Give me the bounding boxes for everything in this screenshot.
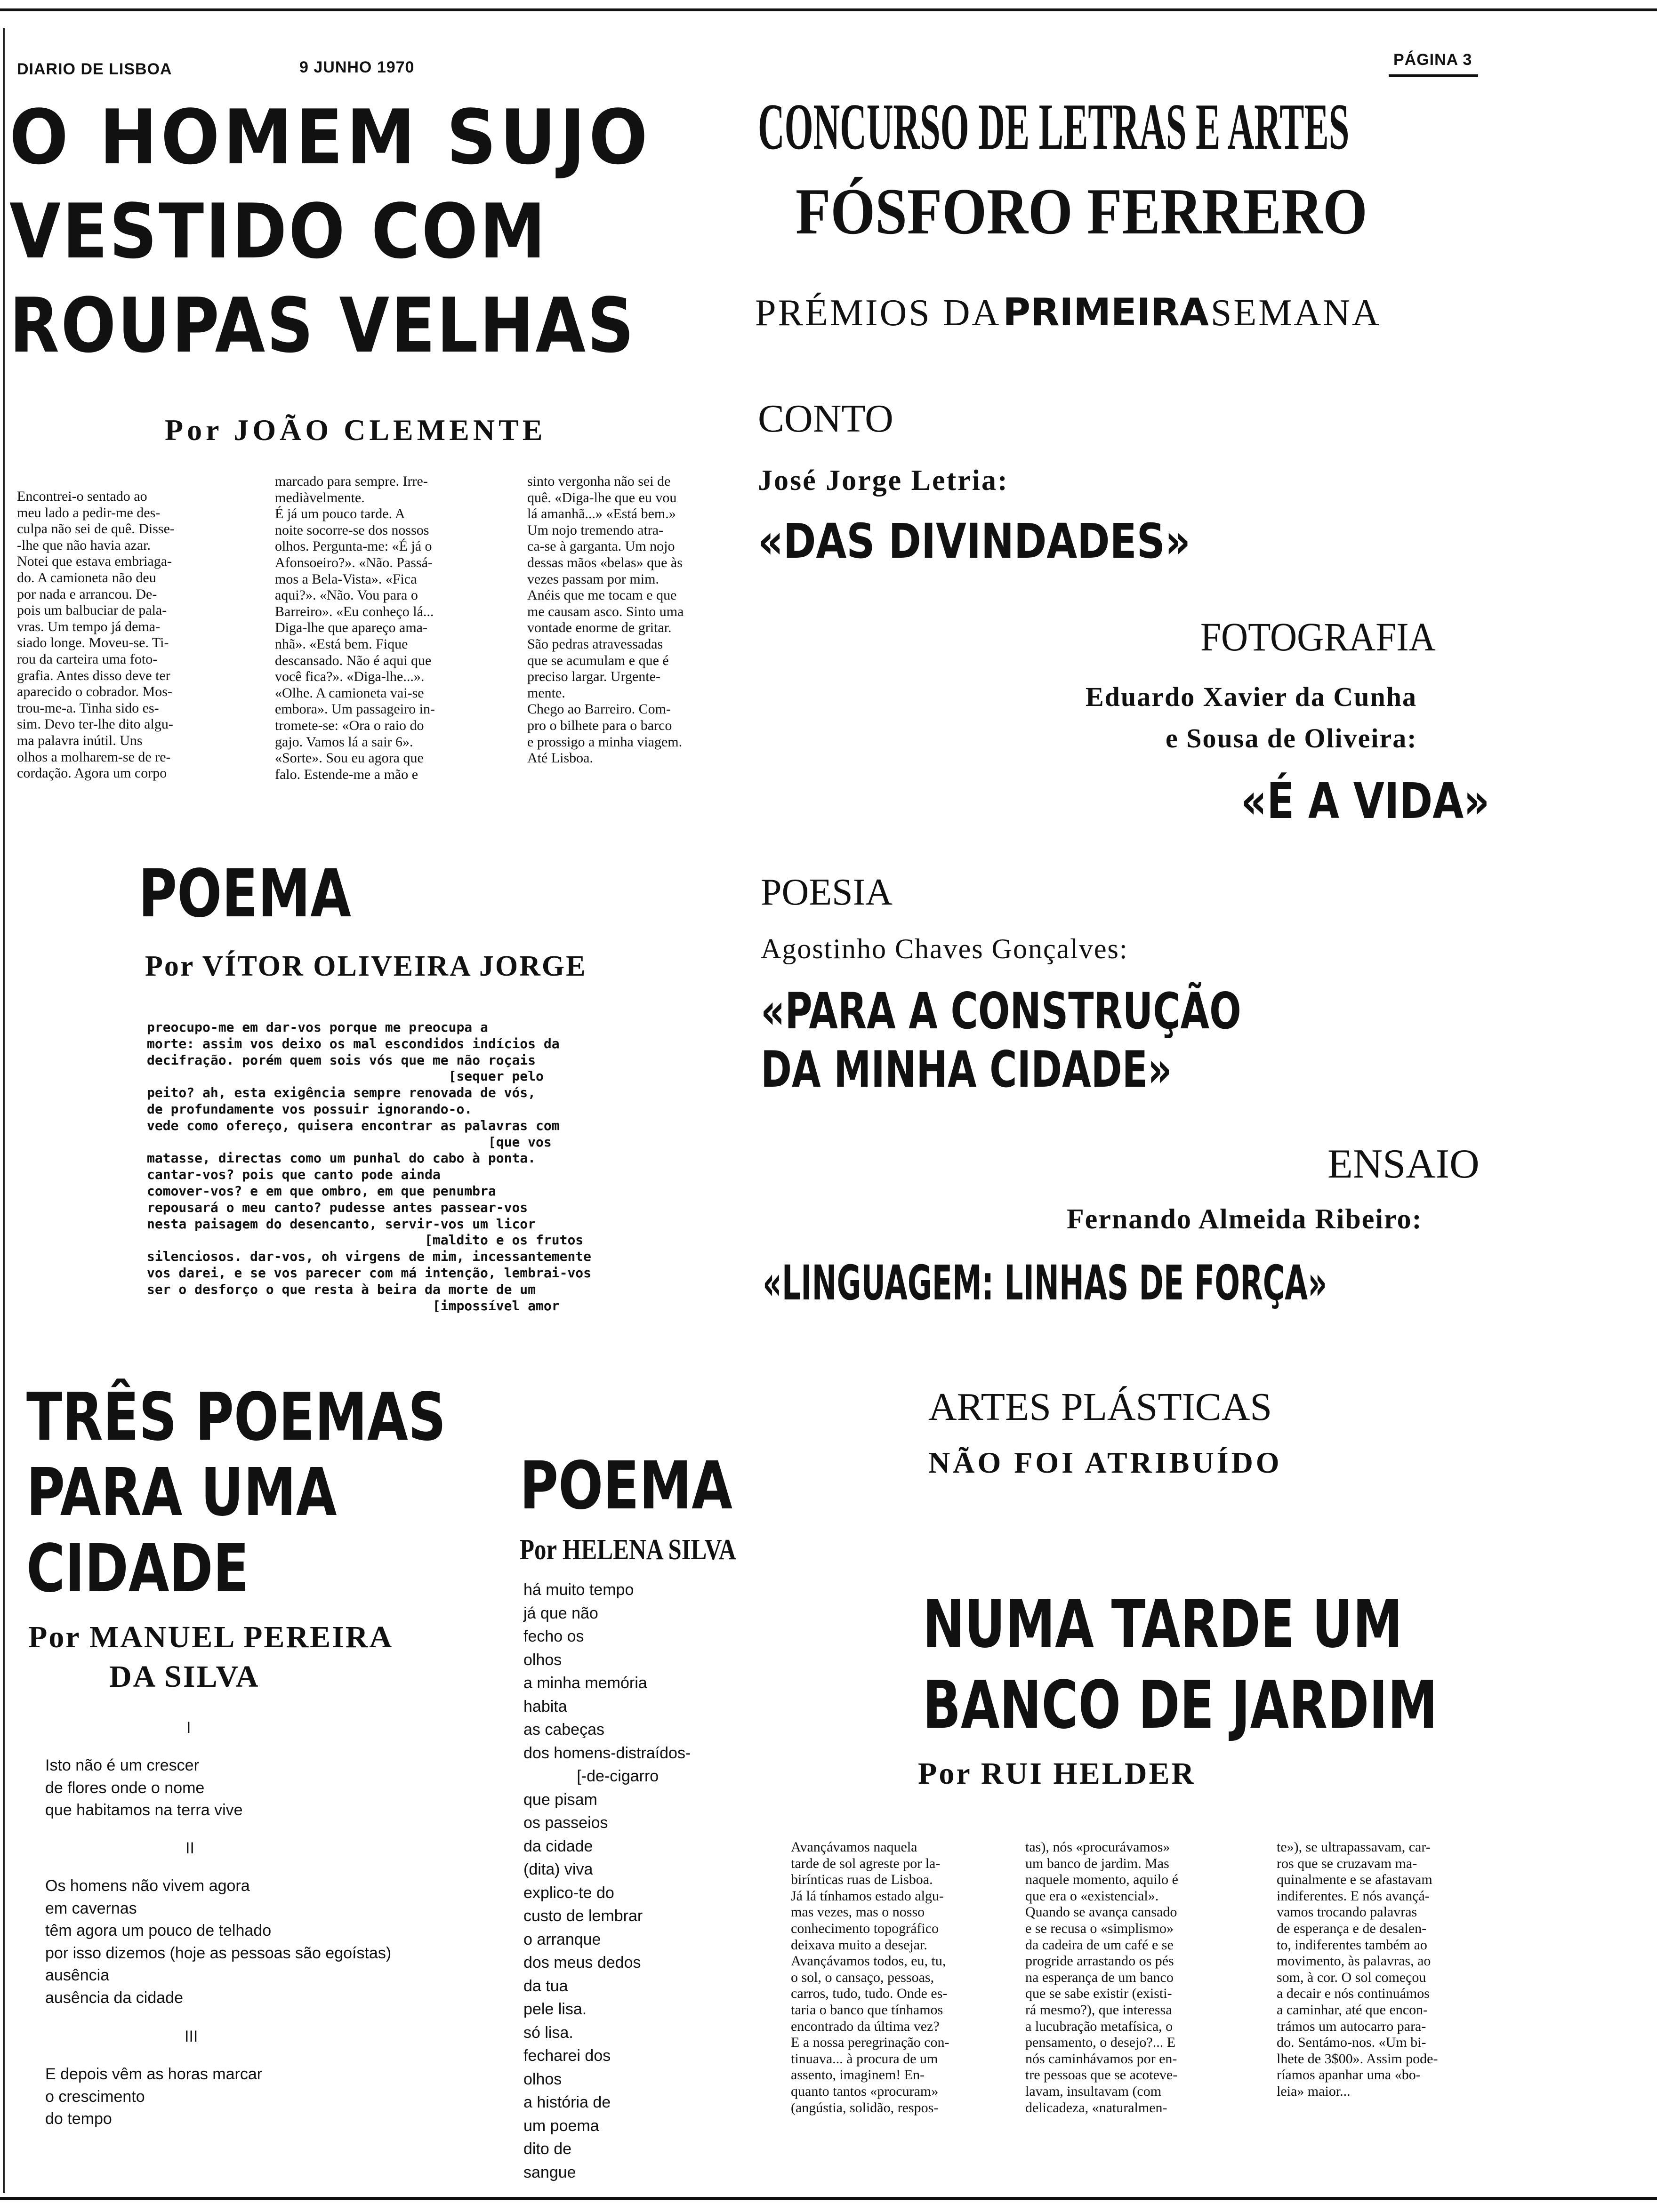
text-line: por nada e arrancou. De- [17,586,157,602]
poem-line: vos darei, e se vos parecer com má intenção, lembrai-vos [147,1265,592,1281]
text-line: do. A camioneta não deu [17,569,156,585]
text-line: quinalmente e se afastavam [1277,1872,1432,1888]
poema-title: POEMA [138,856,351,932]
poem-line: por isso dizemos (hoje as pessoas são egoístas) [45,1944,392,1962]
poem-line: o arranque [523,1930,601,1948]
poem-line: [que vos [147,1134,552,1150]
text-line: mediàvelmente. [275,489,365,505]
text-line: naquele momento, aquilo é [1025,1872,1178,1888]
text-line: falo. Estende-me a mão e [275,766,418,782]
text-line: lavam, insultavam (com [1025,2083,1162,2099]
text-line: olhos a molharem-se de re- [17,749,171,765]
text-line: rá mesmo?), que interessa [1025,2002,1172,2018]
poesia-author: Agostinho Chaves Gonçalves: [761,933,1128,964]
text-line: me causam asco. Sinto uma [527,603,684,619]
text-line: a caminhar, até que encon- [1277,2002,1428,2018]
text-line: preciso largar. Urgente- [527,669,660,685]
text-line: grafia. Antes disso deve ter [17,667,170,683]
text-line: Um nojo tremendo atra- [527,522,664,538]
banco-column-3 [1277,1839,1493,2100]
roman-numeral: II [185,1839,194,1857]
poem-line: ausência [45,1966,110,1984]
article-column-2 [275,473,510,783]
text-line: siado longe. Moveu-se. Ti- [17,635,169,651]
text-line: olhos. Pergunta-me: «É já o [275,538,432,554]
concurso-subtitle: FÓSFORO FERRERO [796,175,1367,248]
text-line: sinto vergonha não sei de [527,473,671,489]
text-line: que era o «existencial». [1025,1888,1159,1904]
text-line: tre pessoas que se acoteve- [1025,2067,1178,2083]
tres-poemas-byline: Por MANUEL PEREIRA [28,1620,394,1654]
text-line: Já lá tínhamos estado algu- [791,1888,944,1904]
text-line: deixava muito a desejar. [791,1937,927,1953]
poem-line: já que não [523,1604,598,1622]
bottom-rule [0,2197,1657,2200]
poem-line: os passeios [523,1814,608,1832]
top-rule [0,8,1657,11]
text-line: (angústia, solidão, respos- [791,2100,939,2116]
text-line: aparecido o cobrador. Mos- [17,684,172,700]
fotografia-author-2: e Sousa de Oliveira: [1166,723,1417,753]
text-line: Encontrei-o sentado ao [17,489,147,504]
text-line: você fica?». «Diga-lhe...». [275,669,425,685]
poem-line: que habitamos na terra vive [45,1801,243,1819]
poem-line: habita [523,1697,567,1715]
poem-line: da tua [523,1977,568,1995]
poem-line: só lisa. [523,2023,573,2042]
text-line: na esperança de um banco [1025,1969,1174,1985]
poesia-label: POESIA [761,872,893,913]
text-line: Anéis que me tocam e que [527,587,677,603]
text-line: ca-se à garganta. Um nojo [527,538,675,554]
poem-line: Isto não é um crescer [45,1756,199,1774]
roman-numeral: I [186,1719,191,1737]
text-line: quê. «Diga-lhe que eu vou [527,489,677,505]
poem-line: E depois vêm as horas marcar [45,2065,263,2083]
poesia-title-line: «PARA A CONSTRUÇÃO [761,982,1241,1040]
tres-poemas-byline: DA SILVA [109,1659,260,1694]
banco-column-2 [1025,1839,1242,2116]
concurso-title: CONCURSO DE LETRAS E ARTES [758,90,1350,163]
text-line: lá amanhã...» «Está bem.» [527,506,676,522]
tres-poemas-title-line: TRÊS POEMAS [26,1379,446,1456]
text-line: mas vezes, mas o nosso [791,1904,925,1920]
poem-line: dito de [523,2140,572,2158]
poem-line: explico-te do [523,1883,614,1902]
article-byline: Por JOÃO CLEMENTE [165,413,547,447]
text-line: Quando se avança cansado [1025,1904,1177,1920]
text-line: do. Sentámo-nos. «Um bi- [1277,2035,1426,2051]
fotografia-title: «É A VIDA» [1241,772,1490,830]
text-line: ros que se cruzavam ma- [1277,1855,1417,1871]
text-line: carros, tudo, tudo. Onde es- [791,1986,948,2002]
text-line: assento, imaginem! En- [791,2067,925,2083]
text-line: tas), nós «procurávamos» [1025,1839,1170,1855]
text-line: movimento, às palavras, ao [1277,1953,1431,1969]
text-line: to, indiferentes também ao [1277,1937,1427,1953]
page-number: PÁGINA 3 [1393,51,1472,69]
poem-line: Os homens não vivem agora [45,1877,250,1895]
text-line: Até Lisboa. [527,750,593,766]
text-line: taria o banco que tínhamos [791,2002,943,2018]
text-line: pensamento, o desejo?... E [1025,2035,1176,2051]
conto-title: «DAS DIVINDADES» [758,513,1190,569]
page-number-underline [1389,74,1478,77]
banco-title-line: NUMA TARDE UM [923,1586,1403,1663]
poem-line: que pisam [523,1790,597,1809]
text-line: da cadeira de um café e se [1025,1937,1174,1953]
text-line: rou da carteira uma foto- [17,651,158,667]
premios-heading [755,290,1381,334]
text-line: -lhe que não havia azar. [17,537,151,553]
stanza-1 [45,1755,243,1822]
poem-line: repousará o meu canto? pudesse antes passear-vos [147,1199,528,1215]
text-line: e se recusa o «simplismo» [1025,1920,1174,1936]
poem-line: dos meus dedos [523,1954,641,1972]
text-line: marcado para sempre. Irre- [275,473,428,489]
poem-line: do tempo [45,2110,112,2128]
text-line: Diga-lhe que apareço ama- [275,620,427,636]
fotografia-author-1: Eduardo Xavier da Cunha [1086,681,1417,712]
poem-line: olhos [523,2070,562,2088]
text-line: te»), se ultrapassavam, car- [1277,1839,1431,1855]
left-margin-rule [3,28,5,2193]
text-line: Avançávamos todos, eu, tu, [791,1953,946,1969]
text-line: vontade enorme de gritar. [527,620,672,636]
artes-label: ARTES PLÁSTICAS [928,1385,1272,1429]
poem-line: as cabeças [523,1721,604,1739]
text-line: birínticas ruas de Lisboa. [791,1872,933,1888]
poem-line: [-de-cigarro [523,1767,659,1785]
poem-line: comover-vos? e em que ombro, em que penumbra [147,1183,496,1199]
poem-line: a minha memória [523,1674,647,1692]
article-column-1 [17,489,252,782]
poema-byline: Por VÍTOR OLIVEIRA JORGE [145,950,587,982]
text-line: o sol, o cansaço, pessoas, [791,1969,934,1985]
article-title-line: ROUPAS VELHAS [9,281,636,369]
article-title-line: O HOMEM SUJO [9,93,652,181]
text-line: a decair e nós continuámos [1277,1986,1430,2002]
text-line: noite socorre-se dos nossos [275,522,429,538]
poem-line: (dita) viva [523,1860,593,1878]
poem-line: [maldito e os frutos [147,1232,584,1248]
poem-line: de flores onde o nome [45,1779,205,1797]
text-line: indiferentes. E nós avançá- [1277,1888,1430,1904]
poem-line: fecho os [523,1627,584,1645]
text-line: que se acumulam e que é [527,652,669,668]
ensaio-author: Fernando Almeida Ribeiro: [1067,1203,1423,1234]
text-line: ma palavra inútil. Uns [17,732,143,748]
poem-line: matasse, directas como um punhal do cabo à ponta. [147,1150,536,1166]
text-line: encontrado da última vez? [791,2018,940,2034]
poem-line: de profundamente vos possuir ignorando-o. [147,1101,473,1117]
poem-line: peito? ah, esta exigência sempre renovada de vós, [147,1085,536,1101]
poem-line: a história de [523,2093,611,2111]
text-line: cordação. Agora um corpo [17,765,167,781]
poem-line: nesta paisagem do desencanto, servir-vos um licor [147,1216,536,1232]
poema-byline: Por HELENA SILVA [520,1534,736,1566]
poem-line: têm agora um pouco de telhado [45,1922,272,1940]
paper-name: DIARIO DE LISBOA [17,60,172,78]
text-line: meu lado a pedir-me des- [17,505,161,521]
text-line: de esperança e de desalen- [1277,1920,1427,1936]
poem-line: cantar-vos? pois que canto pode ainda [147,1167,441,1183]
ensaio-label: ENSAIO [1327,1141,1480,1187]
poem-line: ausência da cidade [45,1988,184,2007]
poem-line: vede como ofereço, quisera encontrar as palavras com [147,1117,560,1133]
text-line: Afonsoeiro?». «Não. Passá- [275,554,433,570]
article-title-line: VESTIDO COM [9,187,547,275]
text-line: quanto tantos «procuram» [791,2083,939,2099]
poem-line: o crescimento [45,2087,145,2106]
roman-numeral: III [185,2028,198,2045]
poema-helena-text [523,1579,691,2184]
text-line: nós caminhávamos por en- [1025,2051,1177,2067]
text-line: trámos um autocarro para- [1277,2018,1426,2034]
premios-text-c: SEMANA [1210,292,1381,334]
poem-line: dos homens-distraídos- [523,1744,691,1762]
poem-line: ser o desforço o que resta à beira da morte de um [147,1281,536,1297]
conto-author: José Jorge Letria: [758,465,1009,497]
text-line: som, à cor. O sol começou [1277,1969,1426,1985]
text-line: embora». Um passageiro in- [275,701,435,717]
poema-text [147,1019,591,1314]
text-line: Barreiro». «Eu conheço lá... [275,603,434,619]
text-line: «Sorte». Sou eu agora que [275,750,424,766]
poem-line: custo de lembrar [523,1907,643,1925]
text-line: que se sabe existir (existi- [1025,1986,1172,2002]
premios-text-b: PRIMEIRA [1003,290,1209,334]
banco-byline: Por RUI HELDER [918,1756,1196,1791]
stanza-3 [45,2063,262,2131]
text-line: progride arrastando os pés [1025,1953,1174,1969]
artes-status: NÃO FOI ATRIBUÍDO [928,1446,1282,1479]
banco-title-line: BANCO DE JARDIM [923,1667,1438,1744]
text-line: dessas mãos «belas» que às [527,554,683,570]
text-line: tarde de sol agreste por la- [791,1855,941,1871]
poem-line: fecharei dos [523,2047,611,2065]
text-line: E a nossa peregrinação con- [791,2035,949,2051]
tres-poemas-title-line: PARA UMA [26,1454,337,1531]
text-line: ríamos apanhar uma «bo- [1277,2067,1421,2083]
fotografia-label: FOTOGRAFIA [1200,614,1436,659]
poem-line: morte: assim vos deixo os mal escondidos indícios da [147,1035,560,1051]
conto-label: CONTO [758,397,893,441]
poem-line: olhos [523,1651,562,1669]
premios-text-a: PRÉMIOS DA [755,292,1001,334]
poesia-title-line: DA MINHA CIDADE» [761,1041,1172,1098]
tres-poemas-title-line: CIDADE [26,1531,249,1607]
poem-line: [impossível amor [147,1298,560,1314]
text-line: trou-me-a. Tinha sido es- [17,700,159,716]
text-line: Notei que estava embriaga- [17,553,172,569]
text-line: culpa não sei de quê. Disse- [17,521,175,537]
text-line: vezes passam por mim. [527,571,659,587]
stanza-2 [45,1875,391,2009]
poem-line: [sequer pelo [147,1068,544,1084]
text-line: aqui?». «Não. Vou para o [275,587,418,603]
ensaio-title: «LINGUAGEM: LINHAS DE FORÇA» [763,1255,1327,1311]
poema-title: POEMA [520,1448,732,1524]
poem-line: em cavernas [45,1899,137,1917]
poem-line: decifração. porém quem sois vós que me não roçais [147,1052,536,1068]
text-line: leia» maior... [1277,2083,1351,2099]
text-line: nhã». «Está bem. Fique [275,636,408,652]
text-line: sim. Devo ter-lhe dito algu- [17,716,173,732]
text-line: a lucubração metafísica, o [1025,2018,1173,2034]
text-line: e prossigo a minha viagem. [527,734,683,750]
text-line: pois um balbuciar de pala- [17,602,167,618]
text-line: É já um pouco tarde. A [275,506,405,522]
poem-line: há muito tempo [523,1581,634,1599]
poem-line: preocupo-me em dar-vos porque me preocupa a [147,1019,488,1035]
text-line: conhecimento topográfico [791,1920,939,1936]
text-line: lhete de 3$00». Assim pode- [1277,2051,1438,2067]
text-line: descansado. Não é aqui que [275,652,432,668]
article-column-3 [527,473,748,767]
text-line: mente. [527,685,565,701]
text-line: «Olhe. A camioneta vai-se [275,685,424,701]
text-line: um banco de jardim. Mas [1025,1855,1169,1871]
text-line: tromete-se: «Ora o raio do [275,717,424,733]
issue-date: 9 JUNHO 1970 [299,58,415,76]
banco-column-1 [791,1839,1007,2116]
text-line: vras. Um tempo já dema- [17,618,161,634]
poem-line: da cidade [523,1837,593,1855]
text-line: Chego ao Barreiro. Com- [527,701,671,717]
text-line: mos a Bela-Vista». «Fica [275,571,417,587]
poem-line: um poema [523,2116,599,2135]
poem-line: sangue [523,2163,576,2181]
text-line: pro o bilhete para o barco [527,717,672,733]
text-line: gajo. Vamos lá a sair 6». [275,734,413,750]
poem-line: pele lisa. [523,2000,587,2018]
text-line: tinuava... à procura de um [791,2051,938,2067]
text-line: delicadeza, «naturalmen- [1025,2100,1167,2116]
text-line: São pedras atravessadas [527,636,663,652]
text-line: Avançávamos naquela [791,1839,917,1855]
text-line: vamos trocando palavras [1277,1904,1417,1920]
poem-line: silenciosos. dar-vos, oh virgens de mim, incessantemente [147,1249,592,1265]
